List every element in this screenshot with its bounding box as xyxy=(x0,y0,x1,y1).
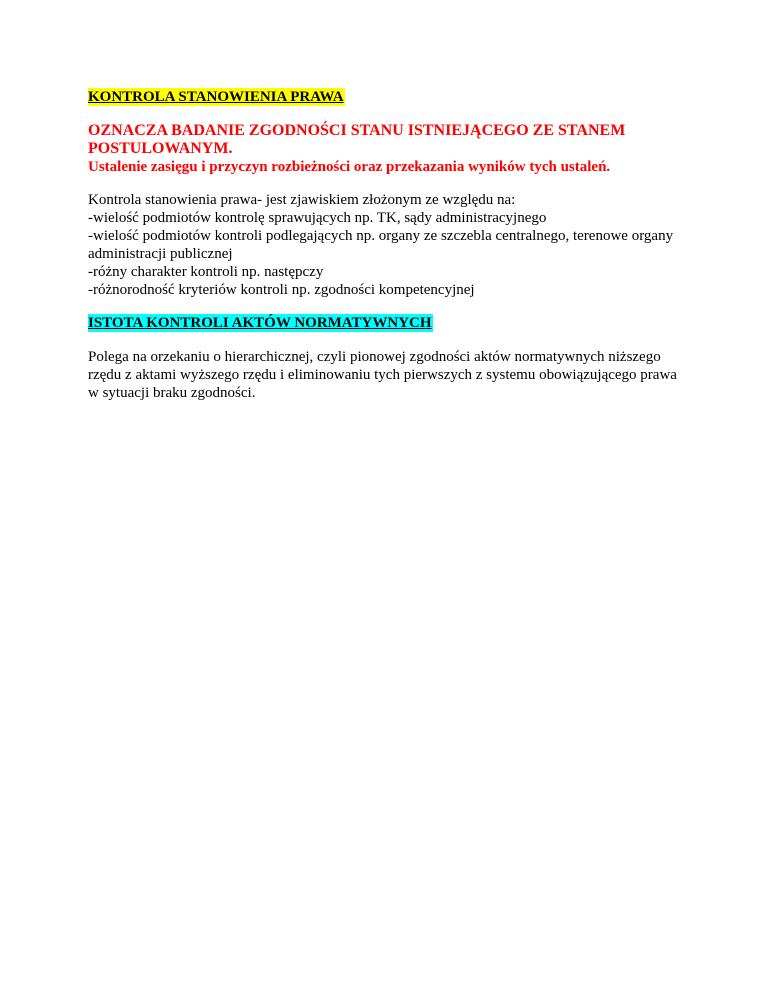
essence-section xyxy=(88,348,678,402)
essence-paragraph: Polega na orzekaniu o hierarchicznej, czyli pionowej zgodności aktów normatywnych niższego rzędu z aktami wyższego rzędu i eliminowaniu tych pierwszych z systemu obowiązującego prawa w sytuacji braku zgodności. xyxy=(88,349,677,401)
complexity-section xyxy=(88,191,678,299)
complexity-intro: Kontrola stanowienia prawa- jest zjawiskiem złożonym ze względu na: xyxy=(88,192,516,208)
definition-block xyxy=(88,122,678,176)
heading-kontrola-stanowienia-prawa: KONTROLA STANOWIENIA PRAWA xyxy=(88,89,344,105)
complexity-item: -wielość podmiotów kontroli podlegających np. organy ze szczebla centralnego, terenowe organy administracji publicznej xyxy=(88,228,674,262)
heading-1-line xyxy=(88,88,678,107)
complexity-item: -różnorodność kryteriów kontroli np. zgodności kompetencyjnej xyxy=(88,282,475,298)
definition-subtext: Ustalenie zasięgu i przyczyn rozbieżności oraz przekazania wyników tych ustaleń. xyxy=(88,159,611,175)
heading-istota-kontroli: ISTOTA KONTROLI AKTÓW NORMATYWNYCH xyxy=(88,315,432,331)
document-content xyxy=(88,88,678,402)
complexity-item: -wielość podmiotów kontrolę sprawujących np. TK, sądy administracyjnego xyxy=(88,210,547,226)
complexity-item: -różny charakter kontroli np. następczy xyxy=(88,264,324,280)
heading-2-line xyxy=(88,314,678,333)
definition-caps: OZNACZA BADANIE ZGODNOŚCI STANU ISTNIEJĄCEGO ZE STANEM POSTULOWANYM. xyxy=(88,122,626,157)
